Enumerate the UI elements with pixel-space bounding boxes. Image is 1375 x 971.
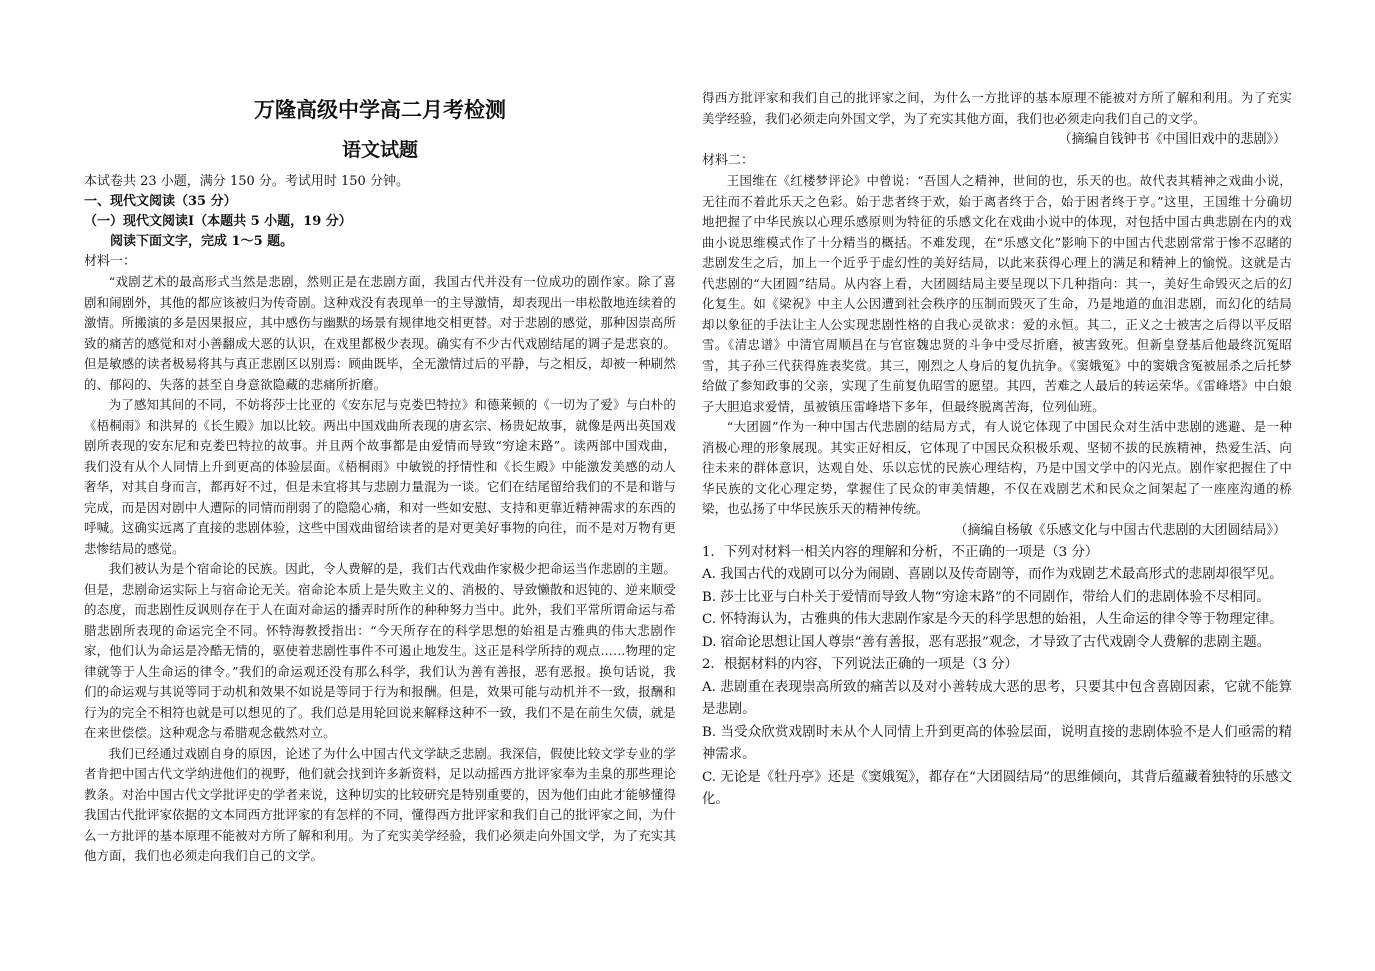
question-option: C. 无论是《牡丹亭》还是《窦娥冤》，都存在“大团圆结局”的思维倾向，其背后蕴藏着独特的乐感文化。 xyxy=(702,769,1292,807)
exam-title: 万隆高级中学高二月考检测 xyxy=(254,97,506,122)
question-option: B. 当受众欣赏戏剧时未从个人同情上升到更高的体验层面，说明直接的悲剧体验不是人们亟需的精神需求。 xyxy=(702,724,1292,762)
material1-paragraph: 我们已经通过戏剧自身的原因，论述了为什么中国古代文学缺乏悲剧。我深信，假使比较文学专业的学者肯把中国古代文学纳进他们的视野，他们就会找到许多新资料，足以动摇西方批评家奉为圭臬的那些理论教条。对治中国古代文学批评史的学者来说，这种切实的比较研究是特别重要的，因为他们由此才能够懂得我国古代批评家依据的文本同西方批评家的有怎样的不同，懂得西方批评家和我们自己的批评家之间，为什么一方批评的基本原理不能被对方所了解和利用。为了充实美学经验，我们必须走向外国文学，为了充实其他方面，我们也必须走向我们自己的文学。 xyxy=(84,745,676,863)
exam-info: 本试卷共 23 小题，满分 150 分。考试用时 150 分钟。 xyxy=(84,174,409,189)
left-column xyxy=(84,88,676,863)
material1-paragraph-continued: 得西方批评家和我们自己的批评家之间，为什么一方批评的基本原理不能被对方所了解和利用。为了充实美学经验，我们必须走向外国文学，为了充实其他方面，我们也必须走向我们自己的文学。 xyxy=(702,90,1292,126)
question-option: B. 莎士比亚与白朴关于爱情而导致人物“穷途末路”的不同剧作，带给人们的悲剧体验不尽相同。 xyxy=(702,589,1270,605)
material2-paragraph: “大团圆”作为一种中国古代悲剧的结局方式，有人说它体现了中国民众对生活中悲剧的逃避、是一种消极心理的形象展现。其实正好相反，它体现了中国民众积极乐观、坚韧不拔的民族精神，热爱生活、向往未来的群体意识，达观自处、乐以忘忧的民族心理结构，乃是中国文学中的闪光点。剧作家把握住了中华民族的文化心理定势，掌握住了民众的审美情趣，不仅在戏剧艺术和民众之间架起了一座座沟通的桥梁，也弘扬了中华民族乐天的精神传统。 xyxy=(702,419,1292,516)
material2-source: （摘编自杨敏《乐感文化与中国古代悲剧的大团圆结局》） xyxy=(954,522,1286,538)
question-option: A. 我国古代的戏剧可以分为闹剧、喜剧以及传奇剧等，而作为戏剧艺术最高形式的悲剧却很罕见。 xyxy=(702,567,1283,582)
material2-label: 材料二： xyxy=(702,153,755,168)
question-stem: 1．下列对材料一相关内容的理解和分析，不正确的一项是（3 分） xyxy=(702,544,1099,560)
material1-source: （摘编自钱钟书《中国旧戏中的悲剧》） xyxy=(1058,132,1286,147)
subject-title: 语文试题 xyxy=(341,139,418,161)
question-option: C. 怀特海认为，古雅典的伟大悲剧作家是今天的科学思想的始祖，人生命运的律令等于物理定律。 xyxy=(702,612,1283,627)
material2-paragraph: 王国维在《红楼梦评论》中曾说：“吾国人之精神，世间的也，乐天的也。故代表其精神之戏曲小说，无往而不着此乐天之色彩。始于悲者终于欢，始于离者终于合，始于困者终于亨。”这里，王国维十分确切地把握了中华民族以心理乐感原则为特征的乐感文化在戏曲小说中的体现，对包括中国古典悲剧在内的戏曲小说思维模式作了十分精当的概括。不难发现，在“乐感文化”影响下的中国古代悲剧常常于惨不忍睹的悲剧发生之后，加上一个近乎于虚幻性的美好结局，以此来获得心理上的满足和精神上的愉悦。这就是古代悲剧的“大团圆”结局。从内容上看，大团圆结局主要呈现以下几种指向：其一，美好生命毁灭之后的幻化复生。如《梁祝》中主人公因遭到社会秩序的压制而毁灭了生命，乃是地道的血泪悲剧，而幻化的结局却以象征的手法让主人公实现悲剧性格的自我心灵欲求：爱的永恒。其二，正义之士被害之后得以平反昭雪。《清忠谱》中清官周顺昌在与官宦魏忠贤的斗争中受尽折磨，被害致死。但新皇登基后他最终沉冤昭雪，其子孙三代获得旌表奖赏。其三，刚烈之人身后的复仇抗争。《窦娥冤》中的窦娥含冤被屈杀之后托梦给做了参知政事的父亲，实现了生前复仇昭雪的愿望。其四，苦难之人最后的转运荣华。《雷峰塔》中白娘子大胆追求爱情，虽被镇压雷峰塔下多年，但最终脱离苦海，位列仙班。 xyxy=(702,173,1292,414)
section-subheading: （一）现代文阅读Ⅰ（本题共 5 小题，19 分） xyxy=(84,214,352,229)
question-option: A. 悲剧重在表现崇高所致的痛苦以及对小善转成大恶的思考，只要其中包含喜剧因素，它就不能算是悲剧。 xyxy=(702,679,1292,717)
material1-label: 材料一： xyxy=(84,254,137,269)
right-column xyxy=(702,88,1292,812)
question-option: D. 宿命论思想让国人尊崇“善有善报，恶有恶报”观念，才导致了古代戏剧令人费解的悲剧主题。 xyxy=(702,634,1271,650)
material1-paragraph: 我们被认为是个宿命论的民族。因此，令人费解的是，我们古代戏曲作家极少把命运当作悲剧的主题。但是，悲剧命运实际上与宿命论无关。宿命论本质上是失败主义的、消极的、导致懒散和迟钝的、逆来顺受的态度，而悲剧性反讽则存在于人在面对命运的播弄时所作的种种努力当中。此外，我们平常所谓命运与希腊悲剧所表现的命运完全不同。怀特海教授指出：“今天所存在的科学思想的始祖是古雅典的伟大悲剧作家，他们认为命运是冷酷无情的，驱使着悲剧性事件不可遏止地发生。这正是科学所持的观点……物理的定律就等于人生命运的律令。”我们的命运观还没有那么科学，我们认为善有善报，恶有恶报。换句话说，我们的命运观与其说等同于动机和效果不如说是等同于行为和报酬。但是，效果可能与动机并不一致，报酬和行为的完全不相符也就是可以想见的了。我们总是用轮回说来解释这种不一致，我们不是在前生欠债，就是在来世偿偿。这种观念与希腊观念截然对立。 xyxy=(84,561,676,740)
material1-paragraph: “戏剧艺术的最高形式当然是悲剧，然则正是在悲剧方面，我国古代并没有一位成功的剧作家。除了喜剧和闹剧外，其他的都应该被归为传奇剧。这种戏没有表现单一的主导激情，却表现出一串松散地连续着的激情。所搬演的多是因果报应，其中感伤与幽默的场景有规律地交相更替。对于悲剧的感觉，那种因崇高所致的痛苦的感觉和对小善翻成大恶的认识，在戏里都极少表现。确实有不少古代戏剧结尾的调子是悲哀的。但是敏感的读者极易将其与真正悲剧区以别焉：顾曲既毕，全无激情过后的平静，与之相反，却被一种刷然的、郁闷的、失落的甚至自身意欲隐藏的悲痛所折磨。 xyxy=(84,274,676,392)
section-heading: 一、现代文阅读（35 分） xyxy=(84,194,237,209)
material1-paragraph: 为了感知其间的不同，不妨将莎士比亚的《安东尼与克娄巴特拉》和德莱顿的《一切为了爱》与白朴的《梧桐雨》和洪昇的《长生殿》加以比较。两出中国戏曲所表现的唐玄宗、杨贵妃故事，就像是两出英国戏剧所表现的安东尼和克娄巴特拉的故事。并且两个故事都是由爱情而导致“穷途末路”。读两部中国戏曲，我们没有从个人同情上升到更高的体验层面。《梧桐雨》中敏锐的抒情性和《长生殿》中能激发美感的动人奢华，对其自身而言，都再好不过，但是未宜将其与悲剧力量混为一谈。它们在结尾留给我们的不是和谐与完成，而是因对剧中人遭际的同情而削弱了的隐隐心痛，和对一些如安慰、支持和更靠近精神需求的东西的呼喊。这确实远离了直接的悲剧体验，这些中国戏曲留给读者的是对更美好事物的向往，而不是对万物有更悲惨结局的感觉。 xyxy=(84,397,676,556)
question-stem: 2．根据材料的内容，下列说法正确的一项是（3 分） xyxy=(702,657,1018,672)
reading-instruction: 阅读下面文字，完成 1～5 题。 xyxy=(110,234,294,249)
